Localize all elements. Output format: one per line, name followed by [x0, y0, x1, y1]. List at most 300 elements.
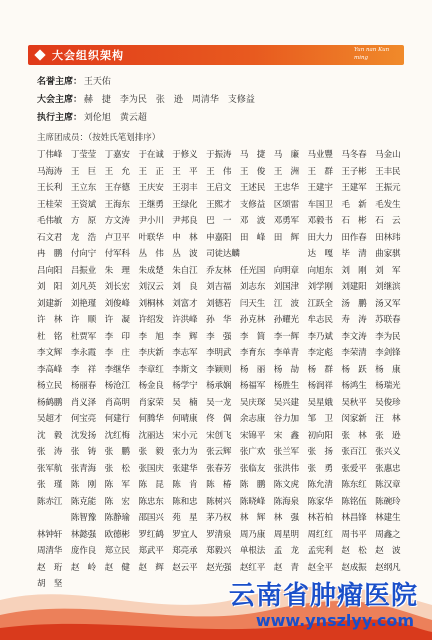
member-name: 宋 鑫 [273, 430, 299, 441]
member-name: 吴秋平 [341, 397, 367, 408]
member-name: 张广欢 [239, 447, 266, 457]
member-name: 孙 华 [206, 315, 232, 325]
member-name: 郑立民 [104, 546, 130, 556]
member-name: 吴一龙 [206, 397, 232, 408]
member-name: 吕向阳 [37, 265, 63, 276]
member-name: 赵 珩 [37, 562, 63, 573]
member-name: 李 辉 [172, 331, 198, 342]
member-name: 李 简 [239, 331, 266, 342]
member-name: 赵纲凡 [375, 562, 401, 573]
member-name: 李育东 [239, 348, 266, 358]
member-name: 王建军 [341, 183, 367, 193]
member-name: 许 凝 [104, 315, 130, 325]
member-name: 林 强 [273, 513, 299, 523]
member-name: 田作春 [341, 232, 367, 243]
member-name: 许绍发 [138, 315, 164, 325]
member-name: 李 旭 [138, 331, 164, 342]
member-name: 谷力加 [273, 414, 299, 424]
member-name: 张军航 [37, 463, 63, 474]
member-name: 肖家荣 [138, 397, 164, 408]
member-name: 何建行 [104, 414, 130, 424]
member-name: 张 鹏 [104, 447, 130, 457]
member-name: 毛伟敏 [37, 216, 63, 226]
member-name: 李一辉 [273, 331, 299, 342]
member-name: 苑 星 [172, 513, 198, 523]
member-name: 刘继滨 [375, 282, 401, 292]
member-name: 王建宇 [307, 183, 333, 193]
member-name: 王 洲 [273, 166, 299, 177]
member-name: 李斯文 [172, 364, 198, 375]
member-name: 赵 岭 [70, 562, 96, 573]
member-name: 吴超才 [37, 414, 63, 424]
member-name: 陈 肯 [172, 480, 198, 490]
member-name: 刘艳瑾 [70, 298, 96, 309]
member-name: 于在诚 [138, 150, 164, 160]
member-name: 吴俊珍 [375, 397, 401, 408]
member-name-grid [37, 147, 409, 593]
member-name: 刘长宏 [104, 282, 130, 292]
member-name: 王 允 [104, 166, 130, 177]
member-name: 李 印 [104, 331, 130, 342]
member-name: 朱成楚 [138, 265, 164, 276]
member-name: 许 顺 [70, 315, 96, 325]
member-name: 陈忠东 [138, 496, 164, 507]
member-name: 刘志东 [239, 282, 266, 292]
member-name: 杨瑞光 [375, 381, 401, 391]
member-name: 周乃康 [239, 529, 266, 540]
member-name: 邓 波 [239, 216, 266, 226]
member-name: 林若柏 [307, 513, 333, 523]
member-name: 马 廉 [273, 150, 299, 160]
lead-value: 刘伦旭 黄云超 [83, 113, 147, 123]
member-name: 李高峰 [37, 364, 63, 375]
member-name: 乔友林 [206, 265, 232, 276]
member-name: 车国卫 [307, 199, 333, 210]
member-name: 于修义 [172, 150, 198, 160]
member-name: 赵 辉 [138, 562, 164, 573]
member-name: 赵 健 [104, 562, 130, 573]
member-name: 宋创飞 [206, 430, 232, 441]
member-name: 许 林 [37, 315, 63, 325]
member-name: 刘 军 [375, 265, 401, 276]
member-name: 陈文虎 [273, 480, 299, 490]
member-name: 王 巨 [70, 166, 96, 177]
member-name: 陈智豫 [70, 513, 96, 523]
member-name: 刘凡英 [70, 282, 96, 292]
member-name: 庞作良 [70, 546, 96, 556]
member-name: 向明章 [273, 265, 299, 276]
lead-label: 名誉主席： [37, 77, 83, 87]
member-name: 张 松 [104, 463, 130, 474]
member-name: 马冬春 [341, 150, 367, 160]
member-name: 马金山 [375, 150, 401, 160]
member-name: 李 祥 [70, 364, 96, 375]
member-name: 丁嘉安 [104, 150, 130, 160]
member-name: 杨 劼 [273, 364, 299, 375]
member-name: 任光国 [239, 265, 266, 276]
member-name: 杨鹤鹏 [37, 397, 63, 408]
member-name: 林懿强 [70, 529, 96, 540]
member-name: 张力为 [172, 447, 198, 457]
member-name: 李明武 [206, 348, 232, 358]
member-name: 陈汉章 [375, 480, 401, 490]
member-name: 王继勇 [138, 199, 164, 210]
member-name: 林建生 [375, 513, 401, 523]
member-name: 闵家新 [341, 414, 367, 424]
member-name: 王绿化 [172, 199, 198, 210]
member-name: 陈静瑜 [104, 513, 130, 523]
member-name: 宋小元 [172, 430, 198, 441]
member-name: 陈海泉 [273, 496, 299, 507]
member-name: 陈赤江 [37, 496, 63, 507]
member-name: 张兴义 [375, 447, 401, 457]
member-name: 石文君 [37, 232, 63, 243]
member-name: 吴星娥 [307, 397, 333, 408]
member-name: 何腾华 [138, 414, 164, 424]
member-name: 田大力 [307, 232, 333, 243]
member-name: 马 捷 [239, 150, 266, 160]
member-name: 邹 卫 [307, 414, 333, 424]
member-name: 何晴康 [172, 414, 198, 424]
member-name: 李乃斌 [307, 331, 333, 342]
member-name: 刘学刚 [307, 282, 333, 292]
member-name: 肖高明 [104, 397, 130, 408]
chair-row [37, 91, 407, 109]
member-name: 石 彬 [341, 216, 367, 226]
member-name: 陈 宏 [104, 496, 130, 507]
member-name: 向旭东 [307, 265, 333, 276]
member-name: 杨沧江 [104, 381, 130, 391]
member-name: 李庆新 [138, 348, 164, 358]
member-name: 邓勇军 [273, 216, 299, 226]
member-name: 陈克能 [70, 496, 96, 507]
member-name: 郑毅兴 [206, 546, 232, 556]
member-name: 李 强 [206, 331, 232, 342]
diamond-icon [34, 49, 45, 60]
member-name: 欧德彬 [104, 529, 130, 540]
member-name: 王存德 [104, 183, 130, 193]
member-name: 赵光强 [206, 562, 232, 573]
member-name: 李 庄 [104, 348, 130, 358]
members-heading: 主席团成员：（按姓氏笔划排序） [37, 133, 161, 143]
member-name: 闫天生 [239, 298, 266, 309]
member-name: 方 原 [70, 216, 96, 226]
member-name: 汤 鹏 [341, 298, 367, 309]
lead-label: 执行主席： [37, 113, 83, 123]
member-name: 丁伟峰 [37, 150, 63, 160]
member-name: 田 峰 [239, 232, 266, 243]
member-name: 曲家骐 [375, 249, 401, 259]
member-name: 张 涛 [37, 447, 63, 457]
member-name: 陈 昆 [138, 480, 164, 490]
member-name: 孙克林 [239, 315, 266, 325]
member-name: 陈 军 [104, 480, 130, 490]
member-name: 李永霞 [70, 348, 96, 358]
member-name: 张 勇 [307, 463, 333, 474]
member-name: 孟 龙 [273, 546, 299, 556]
member-name: 刘 阳 [37, 282, 63, 292]
member-name: 刘桐林 [138, 298, 164, 309]
banner-title: 大会组织架构 [52, 49, 124, 62]
member-name: 马业豐 [307, 150, 333, 160]
member-name: 肖义泽 [70, 397, 96, 408]
member-name: 王忠华 [273, 183, 299, 193]
member-name: 何宝亮 [70, 414, 96, 424]
member-name: 陈 鹏 [239, 480, 266, 490]
member-name: 邓毅书 [307, 216, 333, 226]
member-name: 毕 清 [341, 249, 367, 259]
member-name: 胡 坚 [37, 579, 63, 589]
member-name: 刘国津 [273, 282, 299, 292]
member-name: 宋锦平 [239, 430, 266, 441]
member-name: 刘建新 [37, 298, 63, 309]
member-name: 朱自江 [172, 265, 198, 276]
member-name: 林钟轩 [37, 529, 63, 540]
member-name: 杨丽春 [70, 381, 96, 391]
member-name: 茅乃权 [206, 513, 232, 523]
member-name: 王 群 [307, 166, 333, 177]
member-name: 牟志民 [307, 315, 333, 325]
member-name: 王熙才 [206, 199, 232, 210]
member-name: 李剑锋 [375, 348, 401, 358]
member-name: 卢卫平 [104, 232, 130, 243]
member-name: 尹邦良 [172, 216, 198, 226]
member-name: 苏联春 [375, 315, 401, 325]
member-name: 杨 群 [307, 364, 333, 375]
member-name: 罗清泉 [206, 529, 232, 540]
member-name: 余志康 [239, 414, 266, 424]
member-name: 刘汉云 [138, 282, 164, 292]
member-name: 张兰军 [273, 447, 299, 457]
member-name: 单根法 [239, 546, 266, 556]
watermark-url: www.ynszlyy.com [255, 611, 414, 630]
member-name: 付军科 [104, 249, 130, 259]
member-name: 王 俊 [239, 166, 266, 177]
member-name: 张 逊 [375, 430, 401, 441]
member-name: 张春芳 [206, 463, 232, 474]
member-name: 张云辉 [206, 447, 232, 457]
member-name: 赵 青 [273, 562, 299, 573]
member-name: 张临友 [239, 463, 266, 474]
member-name: 沈 毅 [37, 430, 63, 441]
member-name: 张洪伟 [273, 463, 299, 474]
section-banner [28, 45, 404, 65]
lead-value: 赫 捷 李为民 张 逊 周清华 支修益 [83, 95, 255, 105]
member-name: 张惠忠 [375, 463, 401, 474]
member-name: 陈树兴 [206, 496, 232, 507]
member-name: 王 伟 [206, 166, 232, 177]
member-name: 方文涛 [104, 216, 130, 226]
member-name: 汪 林 [375, 414, 401, 424]
member-name: 吕振业 [70, 265, 96, 276]
member-name: 杨学宁 [172, 381, 198, 391]
member-name: 张 扬 [307, 447, 333, 457]
member-name: 王启文 [206, 183, 232, 193]
member-name: 区颂雷 [273, 199, 299, 210]
member-name: 叶联华 [138, 232, 164, 243]
member-name: 王庆安 [138, 183, 164, 193]
member-name: 马海涛 [37, 166, 63, 177]
member-name: 李颖则 [206, 364, 232, 375]
member-name: 吴 楠 [172, 397, 198, 408]
member-name: 朱 理 [104, 265, 130, 276]
member-name: 孙耀光 [273, 315, 299, 325]
member-name: 吴兴建 [273, 397, 299, 408]
member-name: 杨金良 [138, 381, 164, 391]
member-name: 李志军 [172, 348, 198, 358]
member-name: 田 辉 [273, 232, 299, 243]
member-name: 刘富才 [172, 298, 198, 309]
member-name: 李为民 [375, 331, 401, 342]
member-name: 毛 新 [341, 199, 367, 210]
member-name: 赵全平 [307, 562, 333, 573]
member-name: 李文涛 [341, 331, 367, 342]
member-name: 冉 鹏 [37, 249, 63, 259]
member-name: 王羽丰 [172, 183, 198, 193]
member-name: 张建华 [172, 463, 198, 474]
member-name: 杨润祥 [307, 381, 333, 391]
member-name: 赵红平 [239, 562, 266, 573]
lead-label: 大会主席： [37, 95, 83, 105]
member-name: 陈允清 [307, 480, 333, 490]
member-name: 申 林 [172, 232, 198, 243]
member-name: 王立东 [70, 183, 96, 193]
member-name [274, 246, 308, 263]
member-name: 周清华 [37, 546, 63, 556]
member-name: 赵 松 [341, 546, 367, 556]
member-name: 寿 涛 [341, 315, 367, 325]
member-name: 许洪峰 [172, 315, 198, 325]
member-name: 李继华 [104, 364, 130, 375]
member-name: 赵 波 [375, 546, 401, 556]
member-name: 李章红 [138, 364, 164, 375]
member-name: 林昌锋 [341, 513, 367, 523]
member-name: 于振涛 [206, 150, 232, 160]
member-name: 田林玮 [375, 232, 401, 243]
member-name: 周书平 [341, 529, 367, 540]
member-name: 张 铸 [70, 447, 96, 457]
watermark-hospital-name: 云南省肿瘤医院 [228, 581, 418, 611]
member-name: 丛 波 [172, 249, 198, 259]
member-name: 杨 跃 [341, 364, 367, 375]
member-name: 张爱平 [341, 463, 367, 474]
member-name: 沈发扬 [70, 430, 96, 441]
member-name: 郑武平 [138, 546, 164, 556]
member-name: 杨立民 [37, 381, 63, 391]
member-name: 罗红鹤 [138, 529, 164, 540]
member-name: 李定彪 [307, 348, 333, 358]
member-name: 刘建阳 [341, 282, 367, 292]
member-name: 王丰民 [375, 166, 401, 177]
member-name: 周星明 [273, 529, 299, 540]
member-name: 陈家华 [307, 496, 333, 507]
member-name: 申嘉阳 [206, 232, 232, 243]
member-name: 巴 一 [206, 216, 232, 226]
member-name: 李荣清 [341, 348, 367, 358]
member-name: 王长利 [37, 183, 63, 193]
member-name: 刘俊峰 [104, 298, 130, 309]
member-name: 江跃全 [307, 298, 333, 309]
member-name: 张 林 [341, 430, 367, 441]
member-name: 王子彬 [341, 166, 367, 177]
member-name: 汤又军 [375, 298, 401, 309]
member-name: 陈铭伍 [341, 496, 367, 507]
member-name: 王海东 [104, 199, 130, 210]
member-name: 杨承娴 [206, 381, 232, 391]
member-name: 达 嘎 [307, 249, 333, 259]
member-name: 陈东红 [341, 480, 367, 490]
member-name: 毛发生 [375, 199, 401, 210]
member-name: 张百江 [341, 447, 367, 457]
member-name: 杜贾军 [70, 331, 96, 342]
member-name: 杨鸿生 [341, 381, 367, 391]
member-name: 王 正 [138, 166, 164, 177]
member-name: 赵成振 [341, 562, 367, 573]
member-name: 杜 铭 [37, 331, 63, 342]
member-name: 司徒达麟 [206, 249, 240, 259]
member-name: 王资斌 [70, 199, 96, 210]
member-name: 刘 刚 [341, 265, 367, 276]
member-name: 张国庆 [138, 463, 164, 474]
member-name: 罗宜人 [172, 529, 198, 540]
member-name: 孟宪利 [307, 546, 333, 556]
executive-chair-row [37, 109, 407, 127]
member-name: 丛 伟 [138, 249, 164, 259]
member-name: 李单青 [273, 348, 299, 358]
member-name: 王 平 [172, 166, 198, 177]
member-name: 陈和忠 [172, 496, 198, 507]
member-name: 杨 康 [375, 364, 401, 375]
member-name: 佟 倜 [206, 414, 232, 424]
member-name: 林 辉 [239, 513, 266, 523]
member-name: 沈丽达 [138, 430, 164, 441]
member-name: 周红红 [307, 529, 333, 540]
member-name: 尹小川 [138, 216, 164, 226]
lead-value: 王天佑 [83, 77, 111, 87]
member-name: 刘 良 [172, 282, 198, 292]
member-name: 刘吉福 [206, 282, 232, 292]
member-name: 石 云 [375, 216, 401, 226]
member-name: 赵云平 [172, 562, 198, 573]
member-name: 陈晓峰 [239, 496, 266, 507]
member-name: 陈 椿 [206, 480, 232, 490]
banner-subtitle-en: Yun nan Kun ming [354, 47, 390, 61]
member-name: 李文辉 [37, 348, 63, 358]
member-name: 陈 刚 [70, 480, 96, 490]
member-name: 张青海 [70, 463, 96, 474]
member-name: 沈红梅 [104, 430, 130, 441]
member-name: 龙 浩 [70, 232, 96, 243]
member-name: 杨 丽 [239, 364, 266, 375]
honorary-chair-row [37, 73, 407, 91]
member-name: 初向阳 [307, 430, 333, 441]
member-name: 丁莹莹 [70, 150, 96, 160]
member-name: 刘德若 [206, 298, 232, 309]
member-name: 周鑫之 [375, 529, 401, 540]
member-name: 支修益 [239, 199, 266, 210]
member-name: 江 波 [273, 298, 299, 309]
member-name: 杨福军 [239, 381, 266, 391]
member-name [37, 510, 71, 527]
member-name: 王振元 [375, 183, 401, 193]
member-name: 陈碗玲 [375, 496, 401, 507]
member-name: 王桂荣 [37, 199, 63, 210]
leadership-block [37, 73, 407, 127]
member-name: 张 毅 [138, 447, 164, 457]
member-name: 吴庆琛 [239, 397, 266, 408]
member-name: 郑亮承 [172, 546, 198, 556]
member-name: 张 瑾 [37, 480, 63, 490]
